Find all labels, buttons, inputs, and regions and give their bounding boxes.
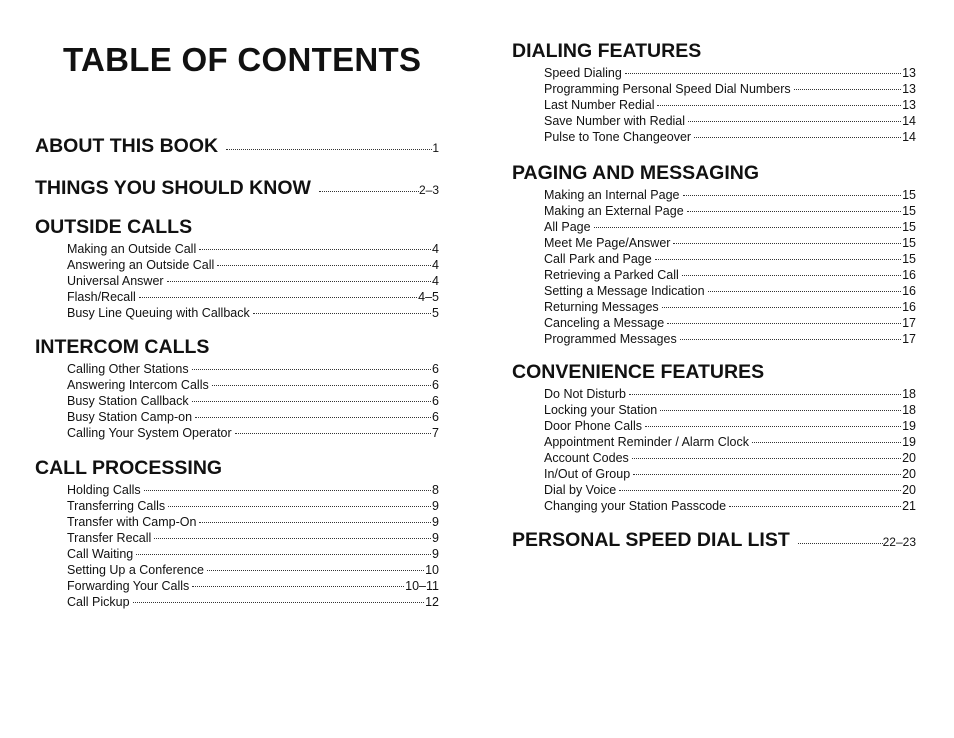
section-heading: [35, 335, 439, 359]
dot-leader: [645, 426, 901, 427]
toc-entry: [544, 97, 916, 113]
entry-page-number: 18: [902, 387, 916, 401]
entry-page-number: 15: [902, 236, 916, 250]
entry-page-number: 7: [432, 426, 439, 440]
section-heading-text: THINGS YOU SHOULD KNOW: [35, 177, 311, 199]
entry-page-number: 6: [432, 378, 439, 392]
toc-entry: [544, 251, 916, 267]
dot-leader: [235, 433, 431, 434]
entry-page-number: 4: [432, 274, 439, 288]
entry-page-number: 13: [902, 66, 916, 80]
entry-label: Forwarding Your Calls: [67, 579, 190, 593]
toc-section: [512, 161, 916, 347]
entry-label: Transferring Calls: [67, 499, 166, 513]
section-heading: [35, 134, 439, 158]
entry-label: Speed Dialing: [544, 66, 622, 80]
entry-page-number: 6: [432, 410, 439, 424]
entry-label: Calling Your System Operator: [67, 426, 232, 440]
toc-section: [512, 39, 916, 145]
dot-leader: [619, 490, 901, 491]
entry-page-number: 9: [432, 547, 439, 561]
entry-page-number: 9: [432, 499, 439, 513]
section-page-number: 2–3: [418, 183, 439, 197]
entry-label: Setting Up a Conference: [67, 563, 204, 577]
entry-page-number: 4–5: [418, 290, 439, 304]
entry-label: Dial by Voice: [544, 483, 617, 497]
toc-entry: [67, 361, 439, 377]
dot-leader: [687, 211, 901, 212]
dot-leader: [625, 73, 901, 74]
dot-leader: [633, 474, 901, 475]
entry-list: [544, 386, 916, 514]
entry-page-number: 17: [902, 332, 916, 346]
section-heading: [512, 161, 916, 185]
dot-leader: [195, 417, 431, 418]
entry-page-number: 14: [902, 114, 916, 128]
toc-entry: [67, 393, 439, 409]
entry-label: Flash/Recall: [67, 290, 136, 304]
entry-label: Locking your Station: [544, 403, 658, 417]
dot-leader: [673, 243, 901, 244]
entry-label: Transfer with Camp-On: [67, 515, 197, 529]
toc-entry: [67, 562, 439, 578]
section-heading: [512, 360, 916, 384]
toc-entry: [544, 267, 916, 283]
dot-leader: [253, 313, 431, 314]
dot-leader: [168, 506, 431, 507]
dot-leader: [632, 458, 901, 459]
section-heading-text: DIALING FEATURES: [512, 40, 702, 62]
toc-section: [35, 176, 439, 200]
entry-label: In/Out of Group: [544, 467, 631, 481]
dot-leader: [167, 281, 431, 282]
toc-entry: [544, 203, 916, 219]
entry-label: Universal Answer: [67, 274, 164, 288]
dot-leader: [192, 401, 431, 402]
entry-label: Answering an Outside Call: [67, 258, 215, 272]
dot-leader: [139, 297, 417, 298]
dot-leader: [192, 369, 431, 370]
page-title: TABLE OF CONTENTS: [63, 41, 422, 78]
toc-entry: [67, 514, 439, 530]
toc-entry: [67, 409, 439, 425]
entry-list: [67, 482, 439, 610]
entry-page-number: 20: [902, 483, 916, 497]
entry-page-number: 6: [432, 362, 439, 376]
entry-label: Call Waiting: [67, 547, 134, 561]
entry-label: Canceling a Message: [544, 316, 665, 330]
entry-label: Setting a Message Indication: [544, 284, 705, 298]
toc-entry: [544, 482, 916, 498]
entry-label: Busy Station Camp-on: [67, 410, 193, 424]
entry-page-number: 17: [902, 316, 916, 330]
dot-leader: [199, 522, 431, 523]
entry-label: Programmed Messages: [544, 332, 677, 346]
section-heading-text: INTERCOM CALLS: [35, 336, 210, 358]
entry-page-number: 21: [902, 499, 916, 513]
dot-leader: [199, 249, 431, 250]
toc-section: [35, 335, 439, 441]
section-heading-text: CALL PROCESSING: [35, 457, 223, 479]
toc-entry: [544, 65, 916, 81]
entry-page-number: 14: [902, 130, 916, 144]
toc-entry: [67, 257, 439, 273]
toc-entry: [544, 219, 916, 235]
toc-entry: [67, 594, 439, 610]
section-heading: [35, 456, 439, 480]
dot-leader: [729, 506, 901, 507]
entry-page-number: 16: [902, 300, 916, 314]
section-heading-text: PERSONAL SPEED DIAL LIST: [512, 529, 790, 551]
entry-label: Making an Internal Page: [544, 188, 680, 202]
toc-section: [35, 215, 439, 321]
dot-leader: [657, 105, 901, 106]
toc-entry: [544, 434, 916, 450]
dot-leader: [319, 191, 419, 192]
entry-list: [67, 241, 439, 321]
dot-leader: [192, 586, 404, 587]
toc-entry: [67, 241, 439, 257]
toc-entry: [67, 305, 439, 321]
toc-entry: [67, 530, 439, 546]
entry-page-number: 12: [425, 595, 439, 609]
entry-label: Making an Outside Call: [67, 242, 197, 256]
entry-page-number: 8: [432, 483, 439, 497]
section-page-number: 22–23: [882, 535, 916, 549]
dot-leader: [798, 543, 883, 544]
entry-label: Transfer Recall: [67, 531, 152, 545]
toc-entry: [67, 377, 439, 393]
entry-page-number: 6: [432, 394, 439, 408]
toc-section: [35, 134, 439, 158]
entry-page-number: 18: [902, 403, 916, 417]
entry-label: Busy Line Queuing with Callback: [67, 306, 250, 320]
toc-entry: [67, 498, 439, 514]
entry-page-number: 15: [902, 220, 916, 234]
toc-section: [35, 456, 439, 610]
dot-leader: [144, 490, 431, 491]
entry-page-number: 19: [902, 435, 916, 449]
section-heading-text: CONVENIENCE FEATURES: [512, 361, 765, 383]
entry-page-number: 15: [902, 252, 916, 266]
toc-entry: [544, 283, 916, 299]
entry-label: Busy Station Callback: [67, 394, 189, 408]
toc-entry: [544, 235, 916, 251]
dot-leader: [662, 307, 901, 308]
dot-leader: [708, 291, 902, 292]
entry-label: Making an External Page: [544, 204, 684, 218]
toc-entry: [544, 331, 916, 347]
entry-page-number: 20: [902, 451, 916, 465]
toc-entry: [544, 466, 916, 482]
entry-page-number: 19: [902, 419, 916, 433]
dot-leader: [667, 323, 901, 324]
section-heading-text: OUTSIDE CALLS: [35, 216, 193, 238]
dot-leader: [212, 385, 431, 386]
entry-page-number: 4: [432, 242, 439, 256]
entry-label: Account Codes: [544, 451, 629, 465]
dot-leader: [794, 89, 901, 90]
dot-leader: [226, 149, 432, 150]
toc-entry: [544, 450, 916, 466]
dot-leader: [154, 538, 431, 539]
entry-label: Call Park and Page: [544, 252, 652, 266]
section-heading-text: ABOUT THIS BOOK: [35, 135, 219, 157]
entry-label: Returning Messages: [544, 300, 659, 314]
section-page-number: 1: [432, 141, 439, 155]
dot-leader: [629, 394, 901, 395]
dot-leader: [594, 227, 902, 228]
entry-page-number: 10: [425, 563, 439, 577]
toc-entry: [544, 402, 916, 418]
toc-entry: [67, 289, 439, 305]
dot-leader: [655, 259, 901, 260]
toc-entry: [544, 187, 916, 203]
toc-entry: [544, 299, 916, 315]
section-heading: [512, 528, 916, 552]
entry-page-number: 15: [902, 188, 916, 202]
toc-entry: [544, 129, 916, 145]
toc-entry: [67, 546, 439, 562]
entry-page-number: 15: [902, 204, 916, 218]
dot-leader: [207, 570, 424, 571]
entry-label: Door Phone Calls: [544, 419, 642, 433]
entry-label: Meet Me Page/Answer: [544, 236, 671, 250]
entry-label: Appointment Reminder / Alarm Clock: [544, 435, 749, 449]
entry-label: Pulse to Tone Changeover: [544, 130, 692, 144]
entry-list: [544, 187, 916, 347]
entry-label: Save Number with Redial: [544, 114, 686, 128]
section-heading: [35, 176, 439, 200]
toc-entry: [544, 315, 916, 331]
toc-entry: [67, 425, 439, 441]
toc-entry: [67, 578, 439, 594]
entry-label: Last Number Redial: [544, 98, 655, 112]
dot-leader: [682, 275, 901, 276]
dot-leader: [680, 339, 901, 340]
toc-entry: [544, 498, 916, 514]
dot-leader: [694, 137, 901, 138]
section-heading: [35, 215, 439, 239]
section-heading: [512, 39, 916, 63]
dot-leader: [133, 602, 425, 603]
toc-entry: [544, 418, 916, 434]
entry-list: [544, 65, 916, 145]
toc-entry: [544, 386, 916, 402]
entry-label: All Page: [544, 220, 591, 234]
entry-list: [67, 361, 439, 441]
entry-label: Retrieving a Parked Call: [544, 268, 679, 282]
dot-leader: [688, 121, 901, 122]
dot-leader: [217, 265, 431, 266]
dot-leader: [136, 554, 431, 555]
entry-page-number: 16: [902, 268, 916, 282]
entry-page-number: 9: [432, 531, 439, 545]
dot-leader: [752, 442, 901, 443]
toc-entry: [67, 273, 439, 289]
entry-label: Call Pickup: [67, 595, 130, 609]
entry-page-number: 9: [432, 515, 439, 529]
toc-entry: [67, 482, 439, 498]
entry-page-number: 20: [902, 467, 916, 481]
toc-entry: [544, 113, 916, 129]
dot-leader: [660, 410, 901, 411]
entry-label: Changing your Station Passcode: [544, 499, 727, 513]
section-heading-text: PAGING AND MESSAGING: [512, 162, 760, 184]
entry-label: Programming Personal Speed Dial Numbers: [544, 82, 791, 96]
toc-section: [512, 360, 916, 514]
entry-label: Answering Intercom Calls: [67, 378, 209, 392]
entry-page-number: 16: [902, 284, 916, 298]
entry-page-number: 5: [432, 306, 439, 320]
entry-page-number: 13: [902, 98, 916, 112]
entry-page-number: 4: [432, 258, 439, 272]
toc-section: [512, 528, 916, 552]
dot-leader: [683, 195, 902, 196]
entry-label: Do Not Disturb: [544, 387, 626, 401]
entry-label: Holding Calls: [67, 483, 141, 497]
entry-page-number: 10–11: [405, 579, 439, 593]
entry-label: Calling Other Stations: [67, 362, 189, 376]
toc-entry: [544, 81, 916, 97]
entry-page-number: 13: [902, 82, 916, 96]
